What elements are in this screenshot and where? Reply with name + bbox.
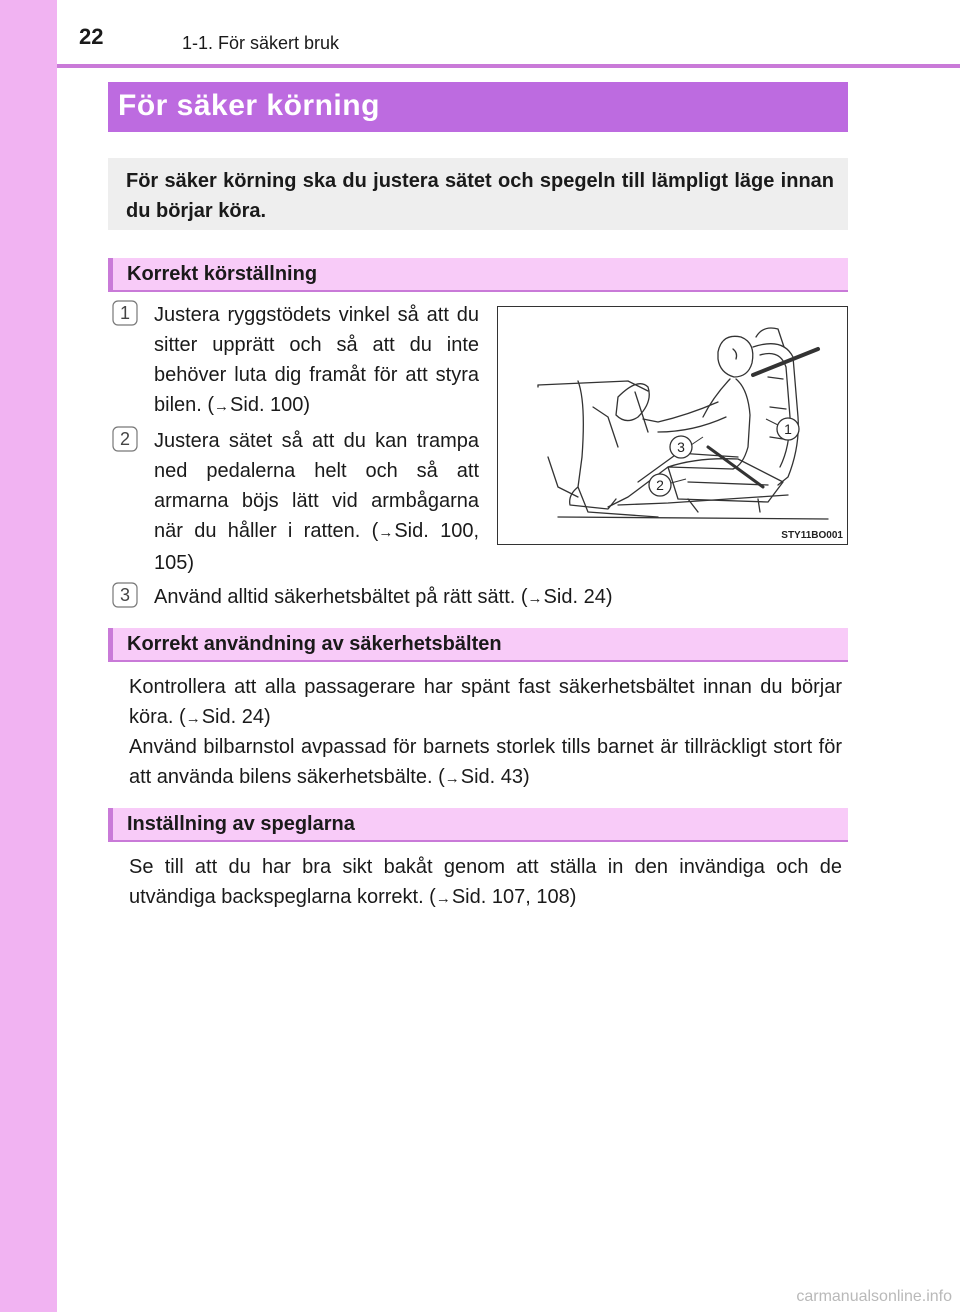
callout-2: 2: [656, 477, 664, 493]
page-reference[interactable]: Sid. 43): [460, 766, 530, 788]
page-reference[interactable]: Sid. 100, 105): [154, 520, 480, 574]
page-title-bar: [108, 82, 848, 132]
section-heading-text: Inställning av speglarna: [127, 813, 355, 835]
callout-1: 1: [784, 421, 792, 437]
page-number: 22: [79, 24, 104, 49]
section-heading-seatbelts: [108, 628, 848, 662]
list-item: [154, 582, 844, 614]
page-title: För säker körning: [118, 89, 380, 122]
arrow-right-icon: →: [444, 770, 460, 787]
illustration-code: STY11BO001: [781, 530, 843, 541]
arrow-right-icon: →: [527, 590, 543, 607]
item-text: Justera sätet så att du kan trampa ned pedalerna helt och så att armarna böjs lätt vid armbågarna när du håller i ratten. (: [154, 430, 479, 542]
arrow-right-icon: →: [214, 398, 230, 415]
intro-box: [108, 158, 848, 230]
mirror-paragraph: [129, 852, 842, 914]
arrow-right-icon: →: [185, 710, 201, 727]
page-reference[interactable]: Sid. 24): [201, 706, 271, 728]
item-number: 3: [119, 584, 130, 605]
section-label: 1-1. För säkert bruk: [182, 33, 340, 53]
page-sidebar: [0, 0, 57, 1312]
paragraph-text: Se till att du har bra sikt bakåt genom att ställa in den invändiga och de utvändiga backspeglarna korrekt. (: [129, 856, 842, 908]
list-item: [154, 300, 479, 422]
section-heading-text: Korrekt körställning: [127, 263, 318, 285]
seatbelt-paragraph-1: [129, 672, 842, 734]
list-item: [154, 426, 479, 578]
item-number-badge: [112, 300, 138, 326]
page-reference[interactable]: Sid. 24): [543, 586, 613, 608]
section-heading-text: Korrekt användning av säkerhetsbälten: [127, 633, 502, 655]
page-reference[interactable]: Sid. 107, 108): [451, 886, 577, 908]
item-number-badge: [112, 426, 138, 452]
callout-3: 3: [677, 439, 685, 455]
intro-text: För säker körning ska du justera sätet och spegeln till lämpligt läge innan du börjar köra.: [126, 170, 834, 222]
page-reference[interactable]: Sid. 100): [230, 394, 311, 416]
item-number: 2: [119, 428, 130, 449]
driver-seat-drawing: [498, 307, 847, 544]
item-text: Justera ryggstödets vinkel så att du sitter upprätt och så att du inte behöver luta dig framåt för att styra bilen. (: [154, 304, 479, 416]
section-heading-mirrors: [108, 808, 848, 842]
watermark: carmanualsonline.info: [796, 1288, 952, 1305]
seating-illustration: [497, 306, 848, 545]
section-heading-position: [108, 258, 848, 292]
item-number-badge: [112, 582, 138, 608]
seatbelt-paragraph-2: [129, 732, 842, 794]
item-number: 1: [119, 302, 130, 323]
arrow-right-icon: →: [378, 524, 394, 541]
arrow-right-icon: →: [435, 890, 451, 907]
paragraph-text: Kontrollera att alla passagerare har spänt fast säkerhetsbältet innan du börjar köra. (: [129, 676, 842, 728]
item-text: Använd alltid säkerhetsbältet på rätt sätt. (: [154, 586, 528, 608]
paragraph-text: Använd bilbarnstol avpassad för barnets storlek tills barnet är tillräckligt stort för att använda bilens säkerhetsbälte. (: [129, 736, 842, 788]
